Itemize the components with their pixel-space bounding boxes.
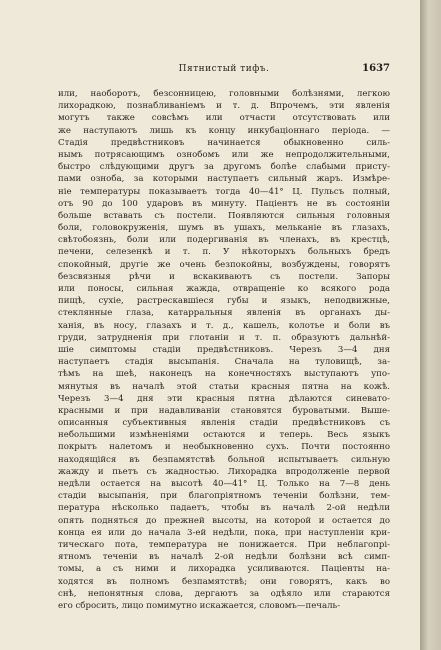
text-line: его сбросить, лицо помимутно искажается, словомъ—печаль- — [58, 600, 341, 611]
text-line: шіе симптомы стадіи предвѣстниковъ. Черезъ 3—4 дня — [58, 344, 390, 355]
text-line: мянутыя въ началѣ этой статьи красныя пятна на кожѣ. — [58, 381, 390, 392]
text-line: же наступаютъ лишь къ концу инкубаціоннаго періода. — — [58, 125, 390, 136]
text-line: отъ 90 до 100 ударовъ въ минуту. Паціентъ не въ состояніи — [58, 198, 390, 209]
text-line: конца ея или до начала 3-ей недѣли, пока, при наступленіи кри- — [58, 527, 390, 538]
body-text — [58, 88, 390, 612]
page-header — [58, 62, 390, 76]
text-line: пищѣ, сухіе, растрескавшіеся губы и языкъ, неподвижные, — [58, 296, 390, 307]
text-line: свѣтобоязнь, боли или подергиванія въ членахъ, въ крестцѣ, — [58, 235, 390, 246]
text-line: безсвязныя рѣчи и вскакиваютъ съ постели. Запоры — [58, 271, 390, 282]
text-line: боли, головокруженія, шумъ въ ушахъ, мельканіе въ глазахъ, — [58, 223, 390, 234]
text-line: печени, селезенкѣ и т. п. У нѣкоторыхъ больныхъ бредъ — [58, 247, 390, 258]
text-line: пами озноба, за которыми наступаетъ сильный жаръ. Измѣре- — [58, 174, 390, 185]
text-line: наступаетъ стадія высыпанія. Сначала на туловищѣ, за- — [58, 357, 390, 368]
text-line: больше вставать съ постели. Появляются сильныя головныя — [58, 210, 390, 221]
text-line: Черезъ 3—4 дня эти красныя пятна дѣлаются синевато- — [58, 393, 390, 404]
text-line: небольшими измѣненіями остаются и теперь. Весь языкъ — [58, 430, 390, 441]
text-line: пература нѣсколько падаетъ, чтобы въ началѣ 2-ой недѣли — [58, 503, 390, 514]
text-line: груди, затрудненія при глотаніи и т. п. образуютъ дальнѣй- — [58, 332, 390, 343]
text-line: жажду и пьетъ съ жадностью. Лихорадка впродолженіе первой — [58, 466, 390, 477]
text-line: ніе температуры показываетъ тогда 40—41° Ц. Пульсъ полный, — [58, 186, 390, 197]
text-line: находящійся въ безпамятствѣ больной испытываетъ сильную — [58, 454, 390, 465]
text-line: стеклянные глаза, катарральныя явленія въ органахъ ды- — [58, 308, 390, 319]
text-line: ятномъ теченіи въ началѣ 2-ой недѣли болѣзни всѣ симп- — [58, 552, 390, 563]
text-line: быстро слѣдующими другъ за другомъ болѣе слабыми присту- — [58, 162, 390, 173]
text-line: ханія, въ носу, глазахъ и т. д., кашель, колотье и боли въ — [58, 320, 390, 331]
text-line: ходятся въ полномъ безпамятствѣ; они говорятъ, какъ во — [58, 576, 390, 587]
text-line: тѣмъ на шеѣ, наконецъ на конечностяхъ выступаютъ упо- — [58, 369, 390, 380]
text-line: недѣли остается на высотѣ 40—41° Ц. Только на 7—8 день — [58, 479, 390, 489]
text-line: нымъ потрясающимъ ознобомъ или же непродолжительными, — [58, 149, 390, 160]
text-line: опять подняться до прежней высоты, на которой и остается до — [58, 515, 390, 526]
text-line: описанныя субъективныя явленія стадіи предвѣстниковъ съ — [58, 418, 390, 429]
text-line: Стадія предвѣстниковъ начинается обыкновенно силь- — [58, 137, 390, 148]
text-line: или, наоборотъ, безсонницею, головными болѣзнями, легкою — [58, 89, 390, 99]
text-line: спокойный, другіе же очень безпокойны, возбуждены, говорятъ — [58, 259, 390, 270]
text-line: красными и при надавливаніи становятся буроватыми. Выше- — [58, 405, 390, 416]
text-line: стадіи высыпанія, при благопріятномъ теченіи болѣзни, тем- — [58, 491, 390, 502]
page-number: 1637 — [362, 63, 390, 74]
running-head: Пятнистый тифъ. — [178, 64, 270, 74]
text-line: могутъ также совсѣмъ или отчасти отсутствовать или — [58, 113, 390, 124]
text-line: лихорадкою, познабливаніемъ и т. д. Впрочемъ, эти явленія — [58, 101, 390, 112]
text-line: томы, а съ ними и лихорадка усиливаются. Паціенты на- — [58, 564, 390, 575]
text-line: покрытъ налетомъ и необыкновенно сухъ. Почти постоянно — [58, 442, 390, 453]
text-line: снѣ, непонятныя слова, дергаютъ за одѣяло или стараются — [58, 588, 390, 599]
text-line: или поносы, сильная жажда, отвращеніе ко всякого рода — [58, 284, 390, 294]
text-line: тическаго пота, температура не понижается. При неблагопрі- — [58, 539, 390, 550]
